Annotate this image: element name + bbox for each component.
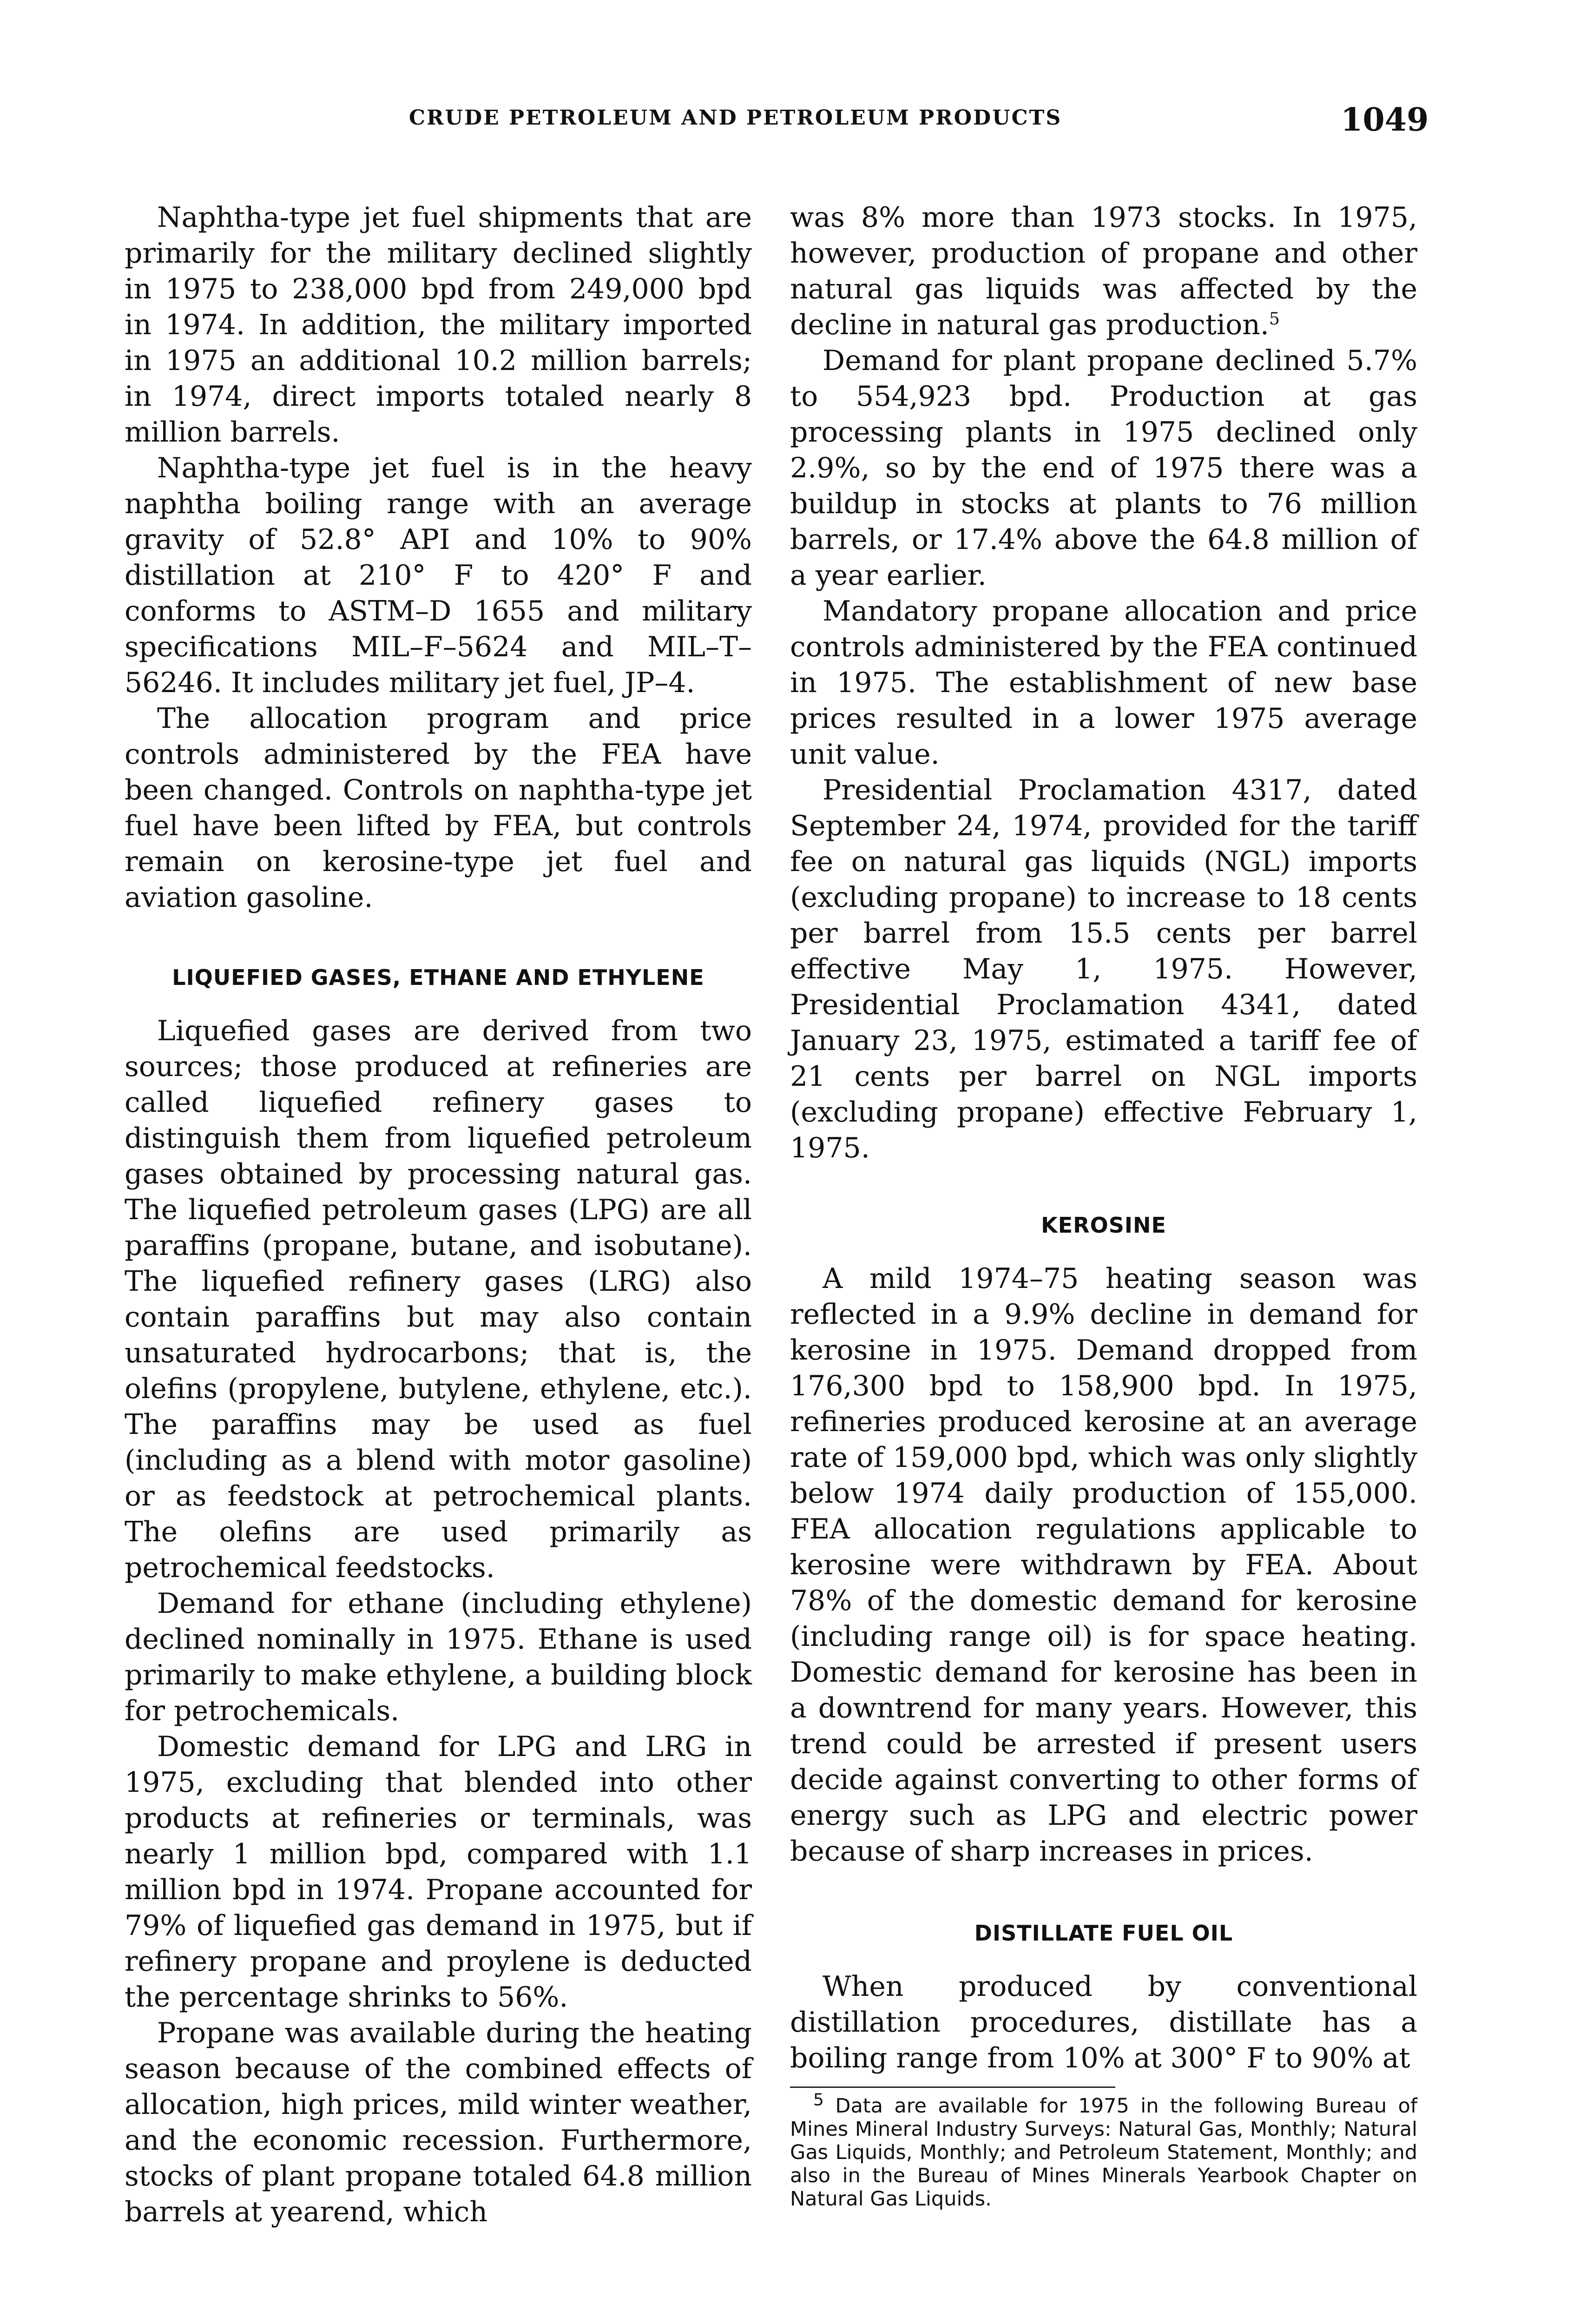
paragraph-presidential-proclamation: Presidential Proclamation 4317, dated September 24, 1974, provided for the tariff fee on natural gas liquids (NGL) imports (excluding propane) to increase to 18 cents per barrel from 15.5 cents per barrel effective May 1, 1975. However, Presidential Proclamation 4341, dated January 23, 1975, estimated a tariff fee of 21 cents per barrel on NGL imports (excluding propane) effective February 1, 1975. [790,774,1417,1164]
paragraph-liquefied-gases-sources: Liquefied gases are derived from two sources; those produced at refineries are called liquefied refinery gases to distinguish them from liquefied petroleum gases obtained by processing natural gas. The liquefied petroleum gases (LPG) are all paraffins (propane, butane, and isobutane). The liquefied refinery gases (LRG) also contain paraffins but may also contain unsaturated hydrocarbons; that is, the olefins (propylene, butylene, ethylene, etc.). The paraffins may be used as fuel (including as a blend with motor gasoline) or as feedstock at petrochemical plants. The olefins are used primarily as petrochemical feedstocks. [125,1015,752,1584]
footnote-divider [790,2086,1115,2088]
paragraph-allocation-program: The allocation program and price controls administered by the FEA have been changed. Controls on naphtha-type jet fuel have been lifted by FEA, but controls remain on kerosine-type jet fuel and aviation gasoline. [125,702,752,914]
paragraph-propane-stocks [790,200,1417,343]
paragraph-ethane-demand: Demand for ethane (including ethylene) declined nominally in 1975. Ethane is used primarily to make ethylene, a building block for petrochemicals. [125,1587,752,1727]
paragraph-propane-allocation: Mandatory propane allocation and price controls administered by the FEA continued in 1975. The establishment of new base prices resulted in a lower 1975 average unit value. [790,595,1417,771]
section-heading-liquefied-gases: LIQUEFIED GASES, ETHANE AND ETHYLENE [172,965,704,990]
footnote-marker: 5 [813,2090,824,2110]
running-head: CRUDE PETROLEUM AND PETROLEUM PRODUCTS [409,106,1062,130]
footnote-reference: 5 [1269,310,1280,329]
left-column [125,200,752,2230]
paragraph-jet-fuel-shipments: Naphtha-type jet fuel shipments that are primarily for the military declined slightly in 1975 to 238,000 bpd from 249,000 bpd in 1974. In addition, the military imported in 1975 an additional 10.2 million barrels; in 1974, direct imports totaled nearly 8 million barrels. [125,201,752,449]
right-column [790,200,1417,2211]
paragraph-distillate-boiling-range: When produced by conventional distillation procedures, distillate has a boiling range from 10% at 300° F to 90% at [790,1970,1417,2074]
paragraph-plant-propane-demand: Demand for plant propane declined 5.7% to 554,923 bpd. Production at gas processing plants in 1975 declined only 2.9%, so by the end of 1975 there was a buildup in stocks at plants to 76 million barrels, or 17.4% above the 64.8 million of a year earlier. [790,344,1417,592]
page-number: 1049 [1341,101,1429,139]
paragraph-propane-stocks-text: was 8% more than 1973 stocks. In 1975, however, production of propane and other natural gas liquids was affected by the decline in natural gas production. [790,201,1417,341]
section-heading-distillate-fuel-oil: DISTILLATE FUEL OIL [974,1921,1233,1946]
footnote [790,2090,1417,2211]
paragraph-lpg-lrg-demand: Domestic demand for LPG and LRG in 1975, excluding that blended into other products at refineries or terminals, was nearly 1 million bpd, compared with 1.1 million bpd in 1974. Propane accounted for 79% of liquefied gas demand in 1975, but if refinery propane and proylene is deducted the percentage shrinks to 56%. [125,1730,752,2014]
paragraph-jet-fuel-specs: Naphtha-type jet fuel is in the heavy naphtha boiling range with an average gravity of 52.8° API and 10% to 90% distillation at 210° F to 420° F and conforms to ASTM–D 1655 and military specifications MIL–F–5624 and MIL–T–56246. It includes military jet fuel, JP–4. [125,452,752,699]
footnote-text: Data are available for 1975 in the following Bureau of Mines Mineral Industry Surveys: Natural Gas, Monthly; Natural Gas Liquids, Monthly; and Petroleum Statement, Monthly; and also in the Bureau of Mines Minerals Yearbook Chapter on Natural Gas Liquids. [790,2094,1417,2211]
section-heading-kerosine: KEROSINE [1041,1213,1166,1238]
paragraph-kerosine-demand: A mild 1974–75 heating season was reflected in a 9.9% decline in demand for kerosine in 1975. Demand dropped from 176,300 bpd to 158,900 bpd. In 1975, refineries produced kerosine at an average rate of 159,000 bpd, which was only slightly below 1974 daily production of 155,000. FEA allocation regulations applicable to kerosine were withdrawn by FEA. About 78% of the domestic demand for kerosine (including range oil) is for space heating. Domestic demand for kerosine has been in a downtrend for many years. However, this trend could be arrested if present users decide against converting to other forms of energy such as LPG and electric power because of sharp increases in prices. [790,1262,1417,1868]
paragraph-propane-availability: Propane was available during the heating season because of the combined effects of allocation, high prices, mild winter weather, and the economic recession. Furthermore, stocks of plant propane totaled 64.8 million barrels at yearend, which [125,2017,752,2228]
